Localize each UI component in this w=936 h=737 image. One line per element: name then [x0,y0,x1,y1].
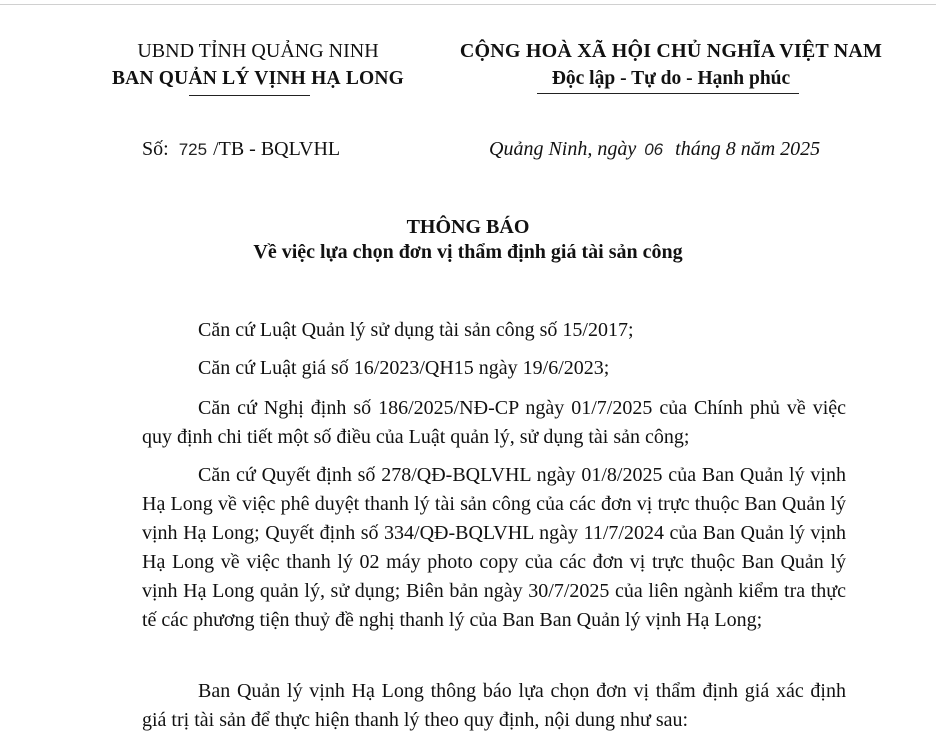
paragraph-text: Ban Quản lý vịnh Hạ Long thông báo lựa chọn đơn vị thẩm định giá xác định giá trị tài sản để thực hiện thanh lý theo quy định, nội dung như sau: [142,680,846,731]
number-prefix: Số: [142,138,169,160]
agency-line-1: UBND TỈNH QUẢNG NINH [137,40,379,62]
motto-line-1: CỘNG HOÀ XÃ HỘI CHỦ NGHĨA VIỆT NAM [459,40,883,62]
agency-underline [189,95,310,96]
body-paragraph-5 [142,677,846,735]
agency-header [96,38,420,92]
paragraph-text: Căn cứ Luật giá số 16/2023/QH15 ngày 19/6/2023; [198,357,610,379]
body-paragraph-1 [142,316,846,345]
date-day: 06 [644,140,664,159]
agency-line-2: BAN QUẢN LÝ VỊNH HẠ LONG [111,68,405,89]
motto-line-2: Độc lập - Tự do - Hạnh phúc [551,68,791,89]
date-prefix: Quảng Ninh, ngày [489,138,637,160]
paragraph-text: Căn cứ Quyết định số 278/QĐ-BQLVHL ngày 01/8/2025 của Ban Quản lý vịnh Hạ Long về việc phê duyệt thanh lý tài sản công của các đơn vị trực thuộc Ban Quản lý vịnh Hạ Long; Quyết định số 334/QĐ-BQLVHL ngày 11/7/2024 của Ban Quản lý vịnh Hạ Long về việc thanh lý 02 máy photo copy của các đơn vị trực thuộc Ban Quản lý vịnh Hạ Long quản lý, sử dụng; Biên bản ngày 30/7/2025 của liên ngành kiểm tra thực tế các phương tiện thuỷ đề nghị thanh lý của Ban Ban Quản lý vịnh Hạ Long; [142,464,846,631]
national-motto [436,38,906,92]
number-value: 725 [178,140,208,159]
document-subject: Về việc lựa chọn đơn vị thẩm định giá tài sản công [253,241,683,263]
top-divider [0,4,936,5]
body-paragraph-2 [142,354,846,383]
body-paragraph-3 [142,394,846,452]
issue-date [489,138,820,161]
document-title: THÔNG BÁO [406,216,530,238]
date-suffix: tháng 8 năm 2025 [675,138,821,160]
paragraph-text: Căn cứ Nghị định số 186/2025/NĐ-CP ngày 01/7/2025 của Chính phủ về việc quy định chi tiết một số điều của Luật quản lý, sử dụng tài sản công; [142,397,846,448]
paragraph-text: Căn cứ Luật Quản lý sử dụng tài sản công số 15/2017; [198,319,634,341]
number-suffix: /TB - BQLVHL [213,138,341,160]
document-number [142,138,340,161]
motto-underline [537,93,799,94]
body-paragraph-4 [142,461,846,635]
